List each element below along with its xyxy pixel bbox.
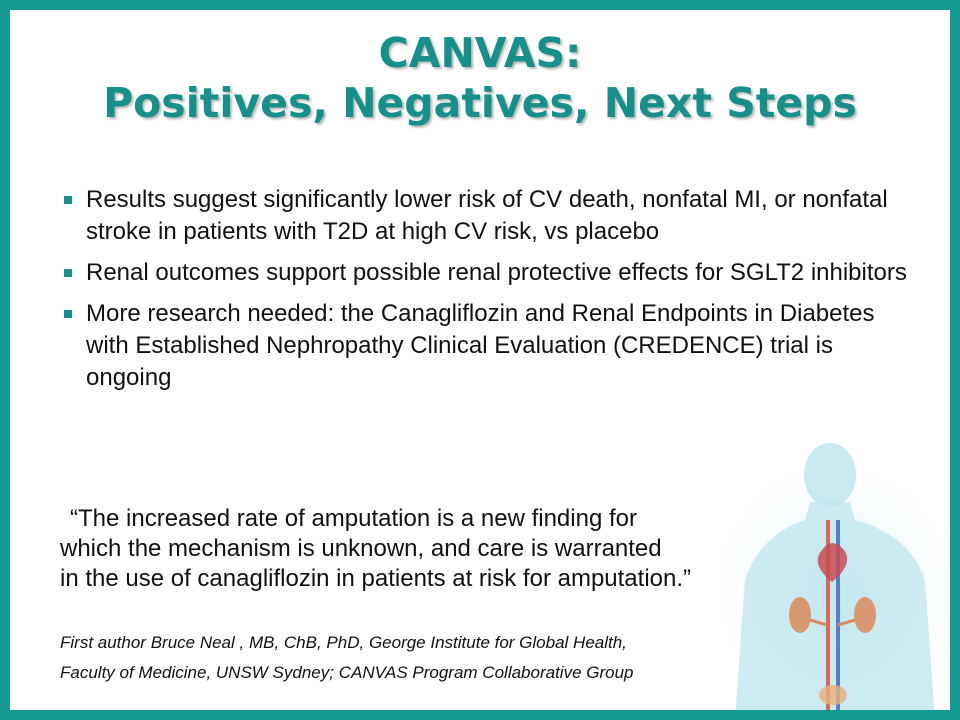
bullet-item — [58, 298, 908, 394]
square-bullet-icon — [64, 269, 72, 277]
quote-line-1: “The increased rate of amputation is a new finding for — [70, 505, 637, 532]
title-line-2: Positives, Negatives, Next Steps — [103, 79, 857, 127]
square-bullet-icon — [64, 310, 72, 318]
quote-line-2: which the mechanism is unknown, and care is warranted — [60, 535, 662, 562]
bullet-item — [58, 184, 908, 248]
attribution-line-2: Faculty of Medicine, UNSW Sydney; CANVAS Program Collaborative Group — [60, 663, 634, 682]
bullet-text: Results suggest significantly lower risk of CV death, nonfatal MI, or nonfatal stroke in patients with T2D at high CV risk, vs placebo — [86, 186, 888, 245]
slide-title — [10, 28, 950, 128]
attribution-line-1: First author Bruce Neal , MB, ChB, PhD, George Institute for Global Health, — [60, 633, 627, 652]
bullet-text: Renal outcomes support possible renal protective effects for SGLT2 inhibitors — [86, 259, 907, 286]
attribution — [60, 628, 860, 688]
quote — [60, 504, 860, 594]
bullet-item — [58, 257, 908, 289]
slide-content — [10, 10, 950, 710]
bullet-text: More research needed: the Canagliflozin and Renal Endpoints in Diabetes with Established Nephropathy Clinical Evaluation (CREDENCE) trial is ongoing — [86, 300, 875, 391]
title-line-1: CANVAS: — [378, 29, 582, 77]
square-bullet-icon — [64, 196, 72, 204]
bullet-list — [58, 184, 908, 403]
quote-line-3: in the use of canagliflozin in patients at risk for amputation.” — [60, 565, 692, 592]
